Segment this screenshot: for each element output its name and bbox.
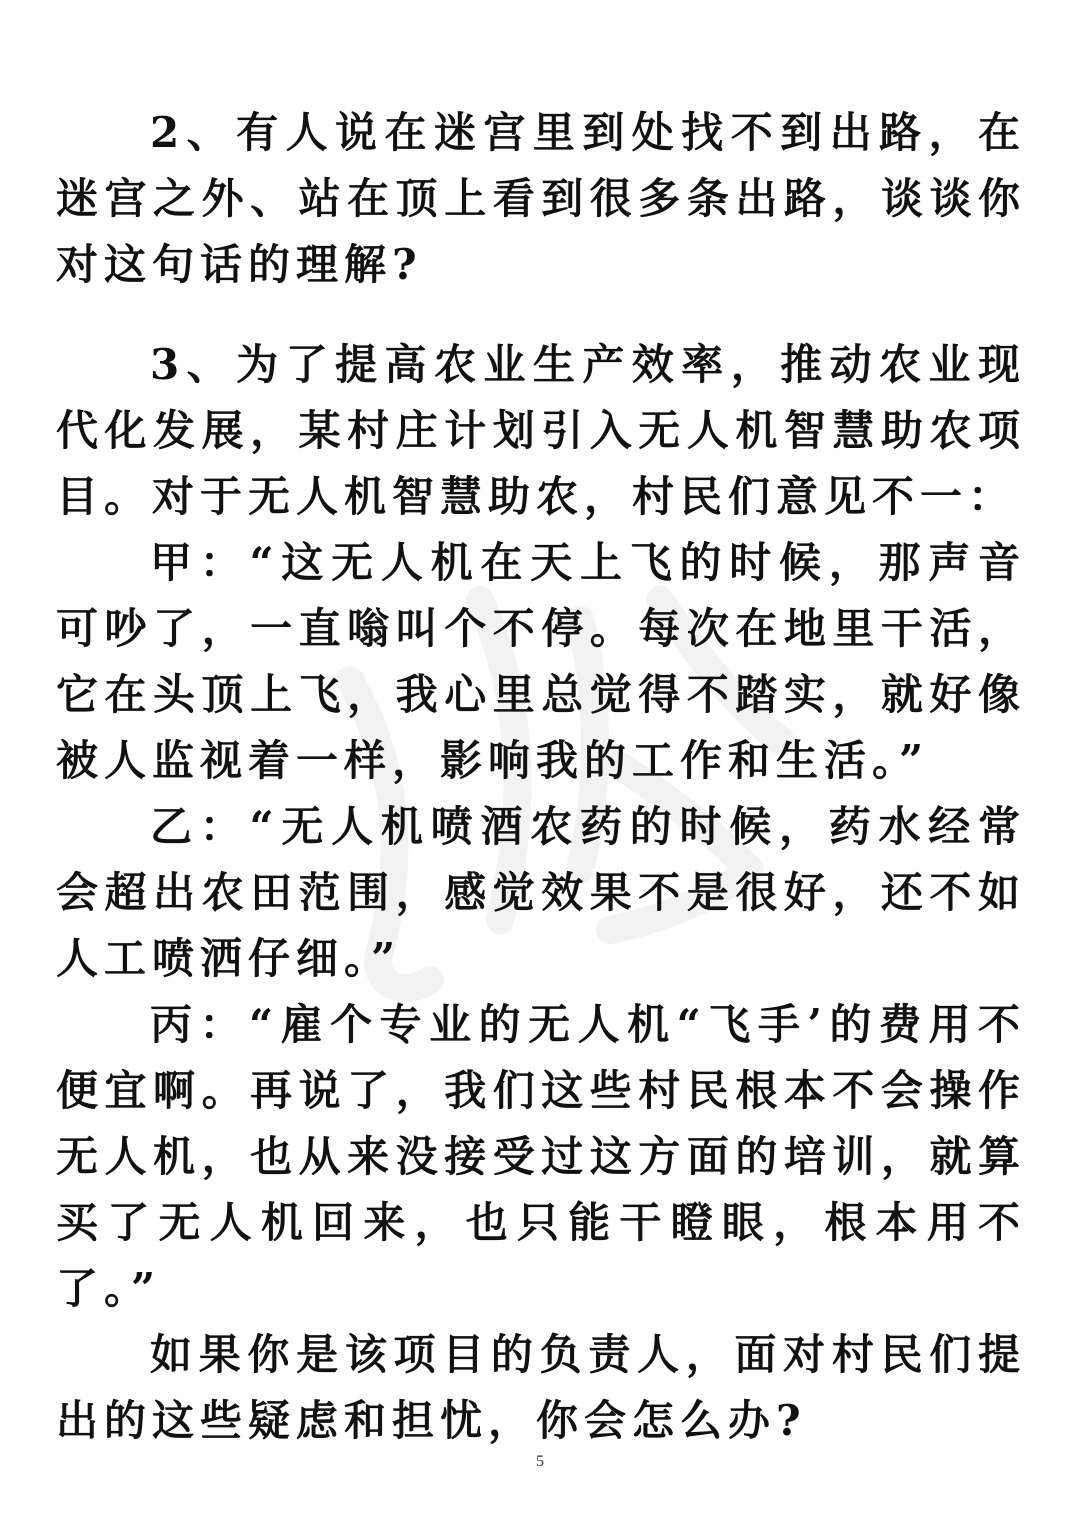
opinion-bing: 丙：“雇个专业的无人机“飞手’的费用不便宜啊。再说了，我们这些村民根本不会操作无人机，也从来没接受过这方面的培训，就算买了无人机回来，也只能干瞪眼，根本用不了。” [56, 1000, 1026, 1313]
page-number: 5 [536, 1453, 544, 1470]
paragraph-gap [56, 298, 1026, 332]
question-3-intro: 3、为了提高农业生产效率，推动农业现代化发展，某村庄计划引入无人机智慧助农项目。对于无人机智慧助农，村民们意见不一： [56, 340, 1026, 521]
question-text-block [56, 100, 1026, 1454]
question-2-text: 2、有人说在迷宫里到处找不到出路，在迷宫之外、站在顶上看到很多条出路，谈谈你对这句话的理解? [56, 108, 1026, 289]
opinion-yi: 乙：“无人机喷酒农药的时候，药水经常会超出农田范围，感觉效果不是很好，还不如人工喷洒仔细。” [56, 802, 1026, 983]
opinion-jia: 甲：“这无人机在天上飞的时候，那声音可吵了，一直嗡叫个不停。每次在地里干活，它在头顶上飞，我心里总觉得不踏实，就好像被人监视着一样，影响我的工作和生活。” [56, 538, 1026, 785]
question-3-prompt: 如果你是该项目的负责人，面对村民们提出的这些疑虑和担忧，你会怎么办? [56, 1330, 1026, 1445]
